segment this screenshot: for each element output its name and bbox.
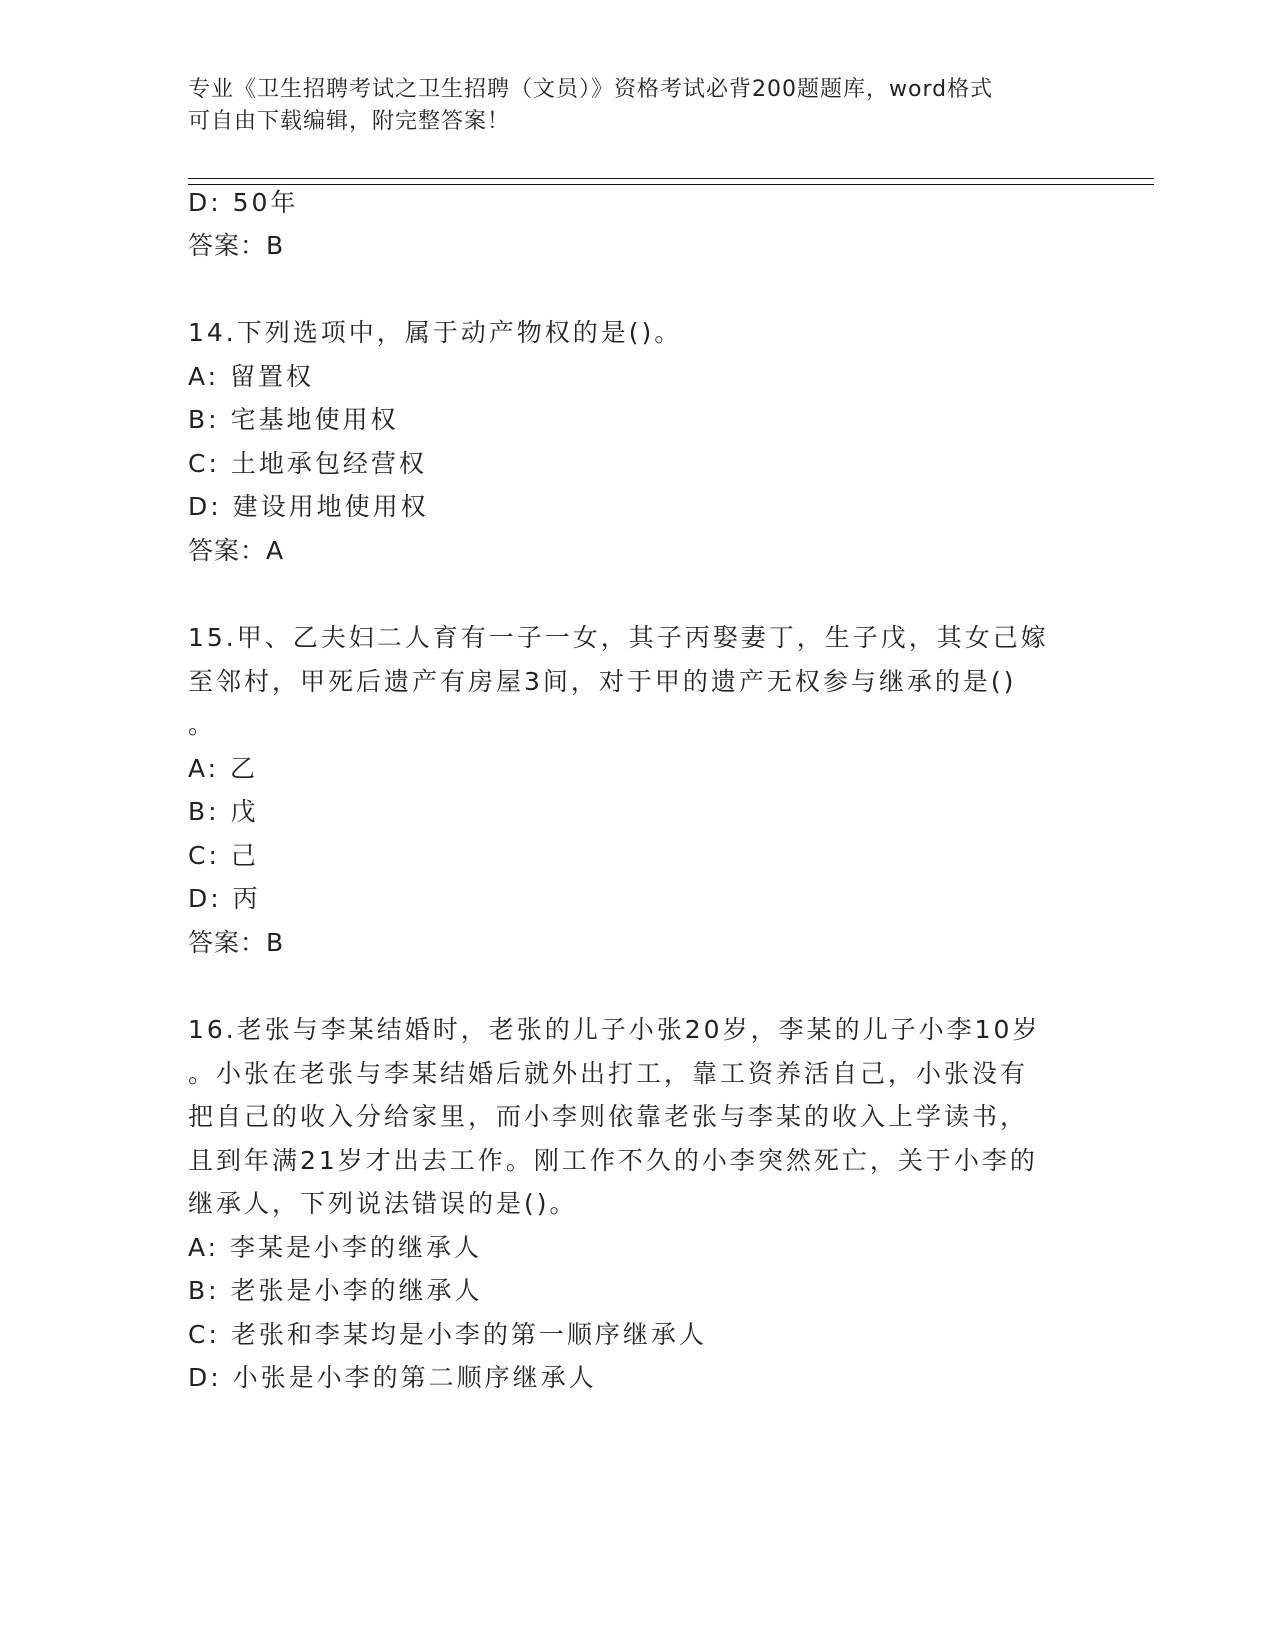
q15-stem-line-3: 。 xyxy=(188,710,217,739)
q16-option-c: C: 老张和李某均是小李的第一顺序继承人 xyxy=(188,1320,707,1349)
q16-stem-line-1: 16.老张与李某结婚时，老张的儿子小张20岁，李某的儿子小李10岁 xyxy=(188,1015,1041,1044)
q15-stem-line-2: 至邻村，甲死后遗产有房屋3间，对于甲的遗产无权参与继承的是() xyxy=(188,667,1017,696)
prev-option-d: D: 50年 xyxy=(188,188,299,217)
q16-stem-line-5: 继承人，下列说法错误的是()。 xyxy=(188,1189,578,1218)
q14-stem: 14.下列选项中，属于动产物权的是()。 xyxy=(188,318,683,347)
q15-option-c: C: 己 xyxy=(188,841,259,870)
q15-option-d: D: 丙 xyxy=(188,884,261,913)
header-rule-bottom xyxy=(188,184,1154,185)
q15-stem-line-1: 15.甲、乙夫妇二人育有一子一女，其子丙娶妻丁，生子戊，其女己嫁 xyxy=(188,623,1049,652)
q16-option-b: B: 老张是小李的继承人 xyxy=(188,1276,483,1305)
q14-option-b: B: 宅基地使用权 xyxy=(188,405,399,434)
document-header xyxy=(188,74,1088,138)
prev-answer: 答案：B xyxy=(188,231,285,260)
q16-stem-line-2: 。小张在老张与李某结婚后就外出打工，靠工资养活自己，小张没有 xyxy=(188,1059,1029,1088)
q14-option-c: C: 土地承包经营权 xyxy=(188,449,427,478)
q14-option-a: A: 留置权 xyxy=(188,362,315,391)
q16-option-a: A: 李某是小李的继承人 xyxy=(188,1233,483,1262)
q15-option-a: A: 乙 xyxy=(188,754,259,783)
q14-answer: 答案：A xyxy=(188,536,285,565)
q14-option-d: D: 建设用地使用权 xyxy=(188,492,429,521)
header-line-1: 专业《卫生招聘考试之卫生招聘（文员）》资格考试必背200题题库，word格式 xyxy=(188,77,994,102)
header-rule-top xyxy=(188,178,1154,179)
q16-stem-line-3: 把自己的收入分给家里，而小李则依靠老张与李某的收入上学读书， xyxy=(188,1102,1029,1131)
q15-option-b: B: 戊 xyxy=(188,797,259,826)
q15-answer: 答案：B xyxy=(188,928,285,957)
q16-option-d: D: 小张是小李的第二顺序继承人 xyxy=(188,1363,597,1392)
q16-stem-line-4: 且到年满21岁才出去工作。刚工作不久的小李突然死亡，关于小李的 xyxy=(188,1146,1038,1175)
header-line-2: 可自由下载编辑，附完整答案！ xyxy=(188,109,511,134)
